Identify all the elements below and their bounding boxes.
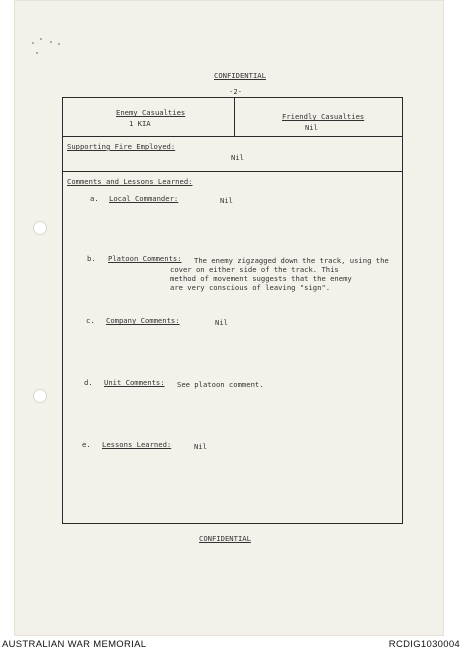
divider-casualties: [62, 136, 402, 137]
item-a-letter: a.: [90, 194, 99, 203]
item-c-letter: c.: [86, 316, 95, 325]
item-c-text: Nil: [215, 318, 228, 327]
item-b-letter: b.: [87, 254, 96, 263]
classification-header: CONFIDENTIAL: [214, 71, 266, 80]
punch-hole-bottom: [33, 389, 47, 403]
friendly-casualties-label: Friendly Casualties: [282, 112, 365, 121]
item-a-label: Local Commander:: [109, 194, 179, 203]
item-e-text: Nil: [194, 442, 207, 451]
item-d-text: See platoon comment.: [177, 380, 264, 389]
item-d-label: Unit Comments:: [104, 378, 165, 387]
divider-support: [62, 171, 402, 172]
page-number: -2-: [229, 87, 242, 96]
item-b-text-rest: cover on either side of the track. This method of movement suggests that the enemy are very conscious of leaving "sign".: [170, 265, 352, 292]
enemy-casualties-value: 1 KIA: [129, 119, 151, 128]
item-b-text-line1: The enemy zigzagged down the track, using the: [194, 256, 389, 265]
punch-hole-top: [33, 221, 47, 235]
archive-footer: [0, 636, 462, 653]
item-e-label: Lessons Learned:: [102, 440, 172, 449]
divider-casualty-columns: [234, 97, 235, 136]
enemy-casualties-label: Enemy Casualties: [116, 108, 186, 117]
item-b-label: Platoon Comments:: [108, 254, 182, 263]
comments-heading: Comments and Lessons Learned:: [67, 177, 193, 186]
supporting-fire-label: Supporting Fire Employed:: [67, 142, 176, 151]
archive-reference: RCDIG1030004: [388, 639, 460, 650]
classification-footer: CONFIDENTIAL: [199, 534, 251, 543]
friendly-casualties-value: Nil: [305, 123, 318, 132]
item-d-letter: d.: [84, 378, 93, 387]
archive-institution: AUSTRALIAN WAR MEMORIAL: [2, 639, 147, 650]
supporting-fire-value: Nil: [231, 153, 244, 162]
item-a-text: Nil: [220, 196, 233, 205]
item-e-letter: e.: [82, 440, 91, 449]
item-c-label: Company Comments:: [106, 316, 180, 325]
